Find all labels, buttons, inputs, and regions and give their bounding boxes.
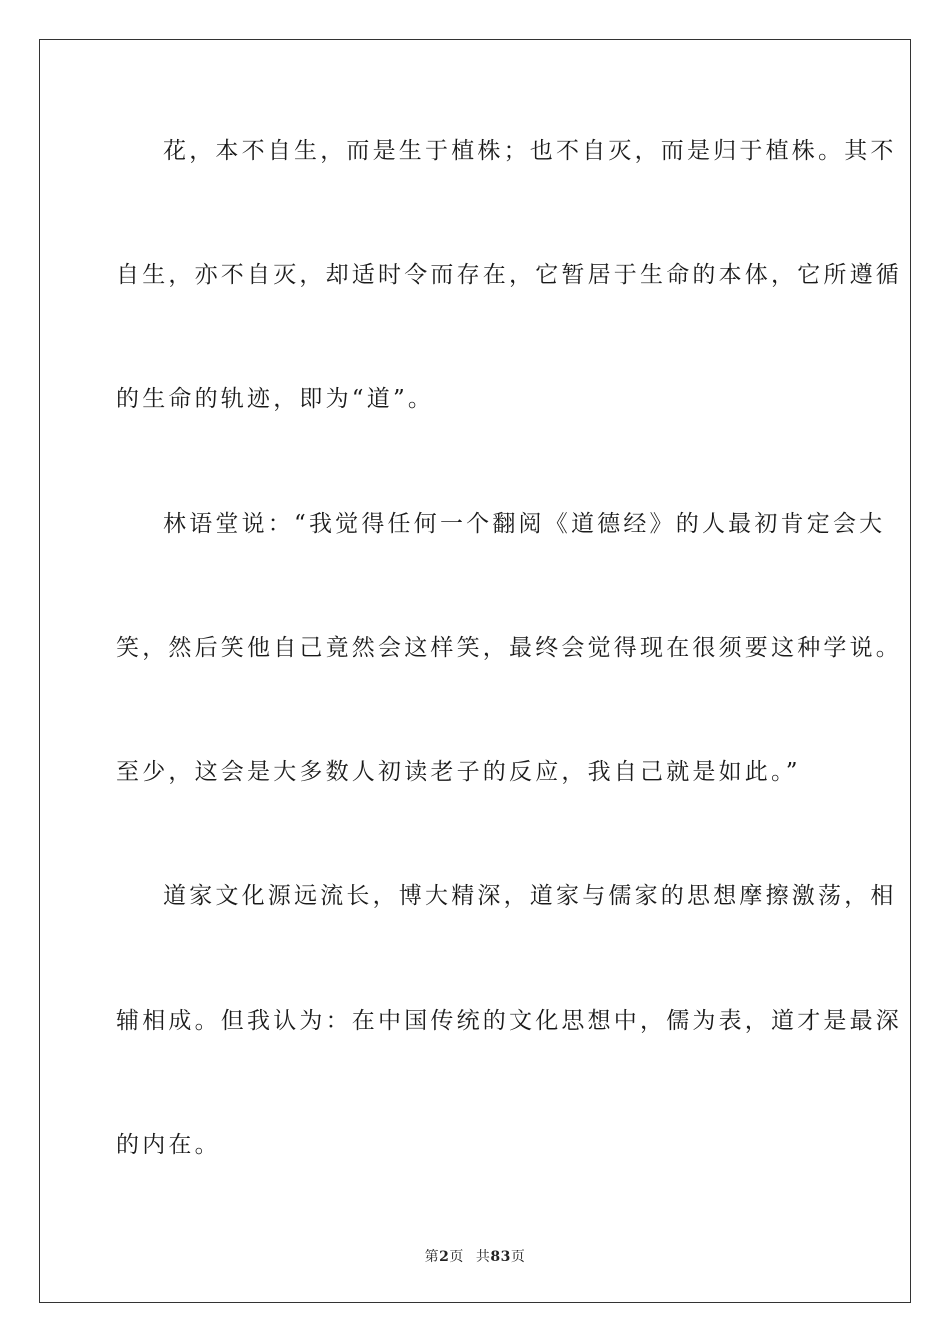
page-number: 2 xyxy=(439,1249,450,1265)
paragraph-2-line-2: 笑，然后笑他自己竟然会这样笑，最终会觉得现在很须要这种学说。 xyxy=(116,635,902,661)
paragraph-3-line-2: 辅相成。但我认为：在中国传统的文化思想中，儒为表，道才是最深 xyxy=(116,1008,902,1034)
page-border xyxy=(39,39,911,1303)
paragraph-2-line-3: 至少，这会是大多数人初读老子的反应，我自己就是如此。” xyxy=(116,759,801,785)
page-prefix: 第 xyxy=(424,1249,440,1265)
paragraph-2-line-1: 林语堂说：“我觉得任何一个翻阅《道德经》的人最初肯定会大 xyxy=(163,511,886,537)
paragraph-1-line-2: 自生，亦不自灭，却适时令而存在，它暂居于生命的本体，它所遵循 xyxy=(116,262,902,288)
paragraph-1-line-3: 的生命的轨迹，即为“道”。 xyxy=(116,386,435,412)
total-pages: 83 xyxy=(490,1249,511,1265)
paragraph-3-line-3: 的内在。 xyxy=(116,1132,221,1158)
paragraph-3-line-1: 道家文化源远流长，博大精深，道家与儒家的思想摩擦激荡，相 xyxy=(163,883,897,909)
paragraph-1-line-1: 花，本不自生，而是生于植株；也不自灭，而是归于植株。其不 xyxy=(163,138,897,164)
page-suffix: 页 xyxy=(449,1249,464,1265)
page-footer xyxy=(0,1246,950,1266)
total-prefix: 共 xyxy=(475,1249,491,1265)
total-suffix: 页 xyxy=(510,1249,526,1265)
